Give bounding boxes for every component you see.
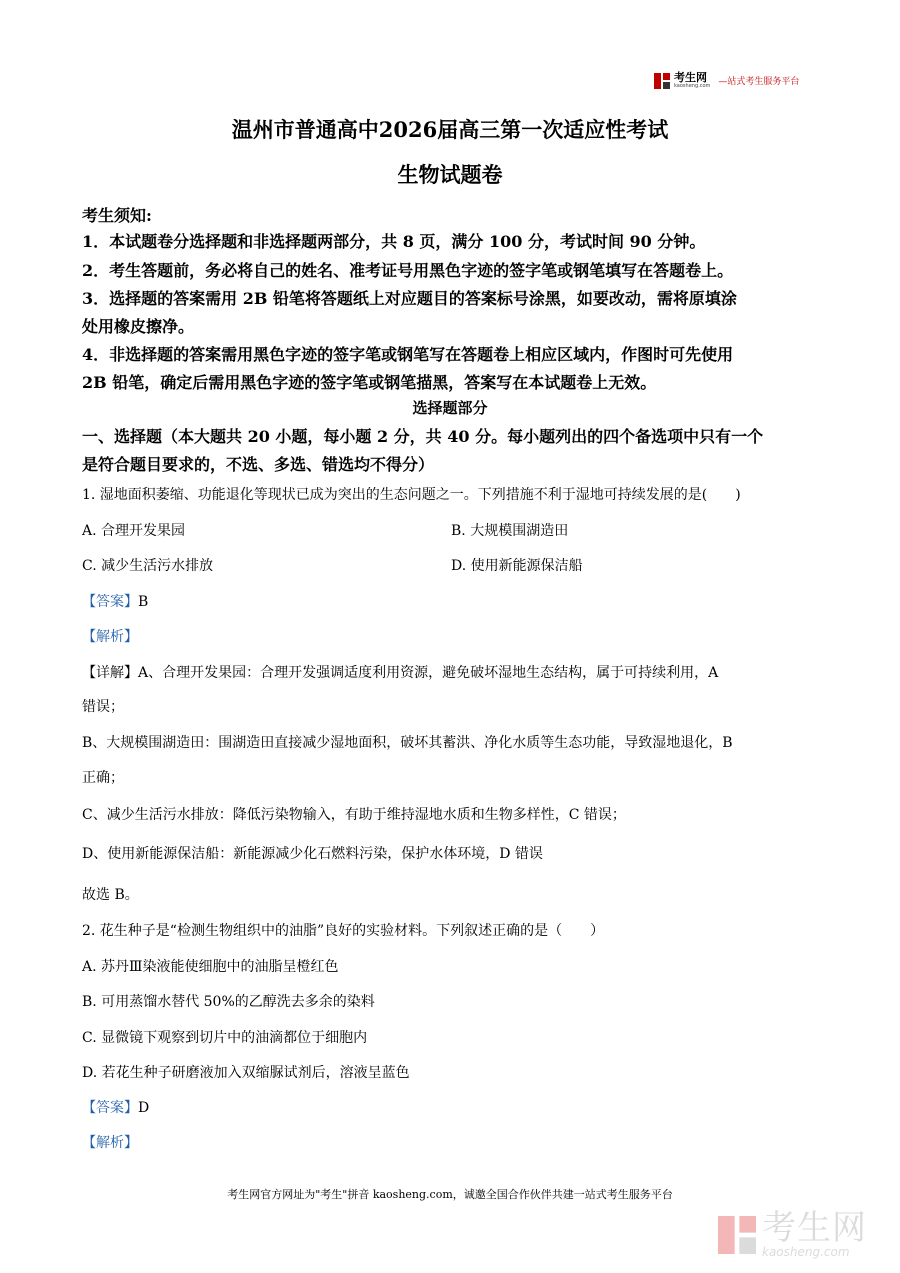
- option-b: B. 大规模围湖造田: [451, 523, 569, 539]
- answer-line: [82, 591, 148, 611]
- answer-value: B: [138, 594, 149, 610]
- brand-name: 考生网: [674, 71, 707, 84]
- answer-tag: 【答案】: [82, 594, 138, 610]
- watermark-logo-icon: [718, 1216, 756, 1254]
- detail-line: C、减少生活污水排放：降低污染物输入，有助于维持湿地水质和生物多样性，C 错误；: [82, 807, 626, 823]
- option-a: A. 合理开发果园: [82, 523, 186, 539]
- notice-item: 1．本试题卷分选择题和非选择题两部分，共 8 页，满分 100 分，考试时间 90 分钟。: [82, 232, 706, 251]
- brand-logo: [654, 72, 799, 89]
- notice-item: 2．考生答题前，务必将自己的姓名、准考证号用黑色字迹的签字笔或钢笔填写在答题卷上。: [82, 261, 734, 280]
- watermark-text: [762, 1208, 867, 1259]
- detail-line: 错误；: [82, 699, 124, 715]
- answer-tag: 【答案】: [82, 1100, 138, 1116]
- detail-line: 正确；: [82, 770, 124, 786]
- option-d: D. 若花生种子研磨液加入双缩脲试剂后，溶液呈蓝色: [82, 1065, 410, 1081]
- notice-item: 处用橡皮擦净。: [82, 317, 195, 336]
- notice-heading: 考生须知:: [82, 206, 152, 225]
- detail-tag: 【详解】: [82, 665, 138, 681]
- exam-title: 温州市普通高中2026届高三第一次适应性考试: [231, 117, 669, 142]
- page-footer: 考生网官方网址为"考生"拼音 kaosheng.com，诚邀全国合作伙伴共建一站式考生服务平台: [227, 1188, 673, 1201]
- detail-line: [82, 662, 718, 682]
- analysis-tag: 【解析】: [82, 1135, 138, 1151]
- answer-value: D: [138, 1100, 150, 1116]
- watermark-domain: kaosheng.com: [762, 1245, 850, 1259]
- notice-item: 4．非选择题的答案需用黑色字迹的签字笔或钢笔写在答题卷上相应区域内，作图时可先使用: [82, 345, 734, 364]
- notice-item: 3．选择题的答案需用 2B 铅笔将答题纸上对应题目的答案标号涂黑，如要改动，需将原填涂: [82, 289, 737, 308]
- question-stem: 2. 花生种子是“检测生物组织中的油脂”良好的实验材料。下列叙述正确的是（ ）: [82, 923, 605, 939]
- brand-domain: kaosheng.com: [674, 83, 711, 89]
- section-title: 选择题部分: [412, 399, 488, 417]
- detail-line: B、大规模围湖造田：围湖造田直接减少湿地面积，破坏其蓄洪、净化水质等生态功能，导致湿地退化，B: [82, 735, 733, 751]
- brand-text: [674, 72, 710, 89]
- brand-slogan: —站式考生服务平台: [718, 77, 800, 87]
- section-header: 是符合题目要求的，不选、多选、错选均不得分）: [82, 455, 435, 474]
- watermark-name: 考生网: [762, 1208, 867, 1248]
- notice-item: 2B 铅笔，确定后需用黑色字迹的签字笔或钢笔描黑，答案写在本试题卷上无效。: [82, 373, 657, 392]
- option-c: C. 显微镜下观察到切片中的油滴都位于细胞内: [82, 1030, 368, 1046]
- section-header: 一、选择题（本大题共 20 小题，每小题 2 分，共 40 分。每小题列出的四个备选项中只有一个: [82, 427, 764, 446]
- question-stem: 1. 湿地面积萎缩、功能退化等现状已成为突出的生态问题之一。下列措施不利于湿地可持续发展的是( ): [82, 487, 741, 503]
- watermark: [718, 1208, 867, 1259]
- option-d: D. 使用新能源保洁船: [451, 558, 583, 574]
- exam-subtitle: 生物试题卷: [397, 162, 503, 187]
- detail-line: D、使用新能源保洁船：新能源减少化石燃料污染，保护水体环境，D 错误: [82, 846, 543, 862]
- brand-logo-icon: [654, 73, 670, 89]
- option-b: B. 可用蒸馏水替代 50%的乙醇洗去多余的染料: [82, 994, 375, 1010]
- detail-text: A、合理开发果园：合理开发强调适度利用资源，避免破坏湿地生态结构，属于可持续利用，A: [138, 665, 719, 681]
- option-c: C. 减少生活污水排放: [82, 558, 214, 574]
- answer-line: [82, 1097, 149, 1117]
- conclusion-line: 故选 B。: [82, 887, 139, 903]
- analysis-tag: 【解析】: [82, 629, 138, 645]
- option-a: A. 苏丹Ⅲ染液能使细胞中的油脂呈橙红色: [82, 959, 339, 975]
